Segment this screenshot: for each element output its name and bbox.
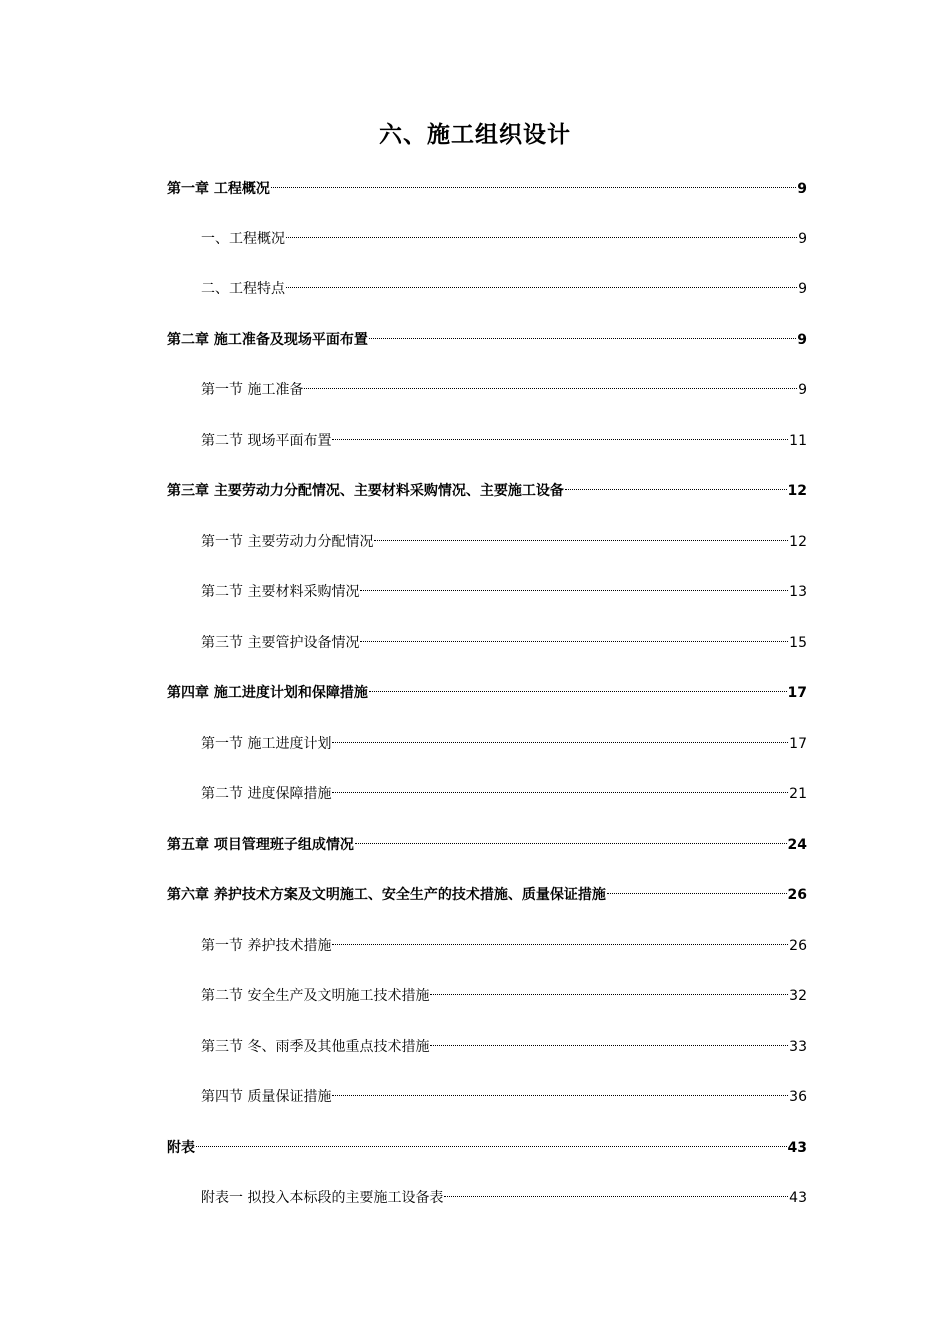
toc-entry-label: 附表 [167,1140,195,1156]
toc-dot-leader [444,1178,788,1202]
toc-entry-page: 9 [798,231,807,247]
toc-entry-label: 第四章 施工进度计划和保障措施 [167,685,368,701]
toc-entry-label: 第二节 现场平面布置 [201,433,332,449]
toc-entry-label: 第一节 养护技术措施 [201,938,332,954]
toc-entry[interactable] [167,169,807,197]
toc-entry[interactable] [201,774,807,802]
toc-entry-page: 21 [789,786,807,802]
toc-entry[interactable] [167,320,807,348]
toc-entry-page: 43 [789,1190,807,1206]
toc-entry-page: 12 [787,483,807,499]
toc-entry-label: 第二节 安全生产及文明施工技术措施 [201,988,430,1004]
toc-entry[interactable] [201,421,807,449]
toc-entry[interactable] [201,370,807,398]
toc-dot-leader [332,1077,788,1101]
toc-entry-label: 二、工程特点 [201,281,285,297]
toc-entry-label: 第二节 主要材料采购情况 [201,584,360,600]
toc-entry-page: 26 [787,887,807,903]
toc-entry-label: 第四节 质量保证措施 [201,1089,332,1105]
toc-entry-label: 第一节 施工准备 [201,382,304,398]
toc-entry-label: 第三节 主要管护设备情况 [201,635,360,651]
toc-entry-label: 附表一 拟投入本标段的主要施工设备表 [201,1190,444,1206]
toc-dot-leader [360,623,788,647]
toc-entry[interactable] [201,219,807,247]
toc-entry-label: 第三章 主要劳动力分配情况、主要材料采购情况、主要施工设备 [167,483,564,499]
toc-entry-page: 32 [789,988,807,1004]
toc-entry[interactable] [201,1027,807,1055]
toc-entry-label: 第三节 冬、雨季及其他重点技术措施 [201,1039,430,1055]
toc-dot-leader [332,774,788,798]
toc-entry-page: 26 [789,938,807,954]
toc-dot-leader [355,825,787,849]
toc-entry[interactable] [201,522,807,550]
toc-dot-leader [607,875,787,899]
toc-dot-leader [430,1027,788,1051]
toc-entry-page: 11 [789,433,807,449]
toc-dot-leader [332,926,788,950]
toc-entry-page: 9 [797,332,807,348]
toc-entry-label: 第一章 工程概况 [167,181,270,197]
toc-entry-page: 43 [787,1140,807,1156]
toc-entry-page: 9 [798,382,807,398]
toc-dot-leader [304,370,797,394]
toc-dot-leader [286,269,797,293]
toc-entry-label: 一、工程概况 [201,231,285,247]
toc-dot-leader [332,724,788,748]
toc-entry-label: 第一节 主要劳动力分配情况 [201,534,374,550]
toc-entry-label: 第五章 项目管理班子组成情况 [167,837,354,853]
toc-dot-leader [196,1128,787,1152]
toc-entry[interactable] [167,1128,807,1156]
toc-entry[interactable] [201,976,807,1004]
toc-dot-leader [369,320,796,344]
toc-entry-label: 第六章 养护技术方案及文明施工、安全生产的技术措施、质量保证措施 [167,887,606,903]
toc-entry[interactable] [201,1178,807,1206]
toc-dot-leader [369,673,787,697]
toc-entry[interactable] [201,926,807,954]
toc-entry-page: 15 [789,635,807,651]
toc-dot-leader [374,522,788,546]
toc-dot-leader [360,572,788,596]
toc-entry-page: 12 [789,534,807,550]
toc-entry[interactable] [167,471,807,499]
toc-entry-label: 第二章 施工准备及现场平面布置 [167,332,368,348]
toc-entry[interactable] [201,269,807,297]
toc-entry[interactable] [201,724,807,752]
toc-entry[interactable] [167,875,807,903]
toc-entry-page: 24 [787,837,807,853]
toc-dot-leader [286,219,797,243]
toc-entry[interactable] [167,825,807,853]
toc-dot-leader [565,471,787,495]
toc-entry-page: 13 [789,584,807,600]
toc-entry[interactable] [201,623,807,651]
toc-entry-page: 36 [789,1089,807,1105]
toc-entry-page: 9 [798,281,807,297]
toc-dot-leader [271,169,796,193]
toc-entry[interactable] [167,673,807,701]
toc-entry-label: 第二节 进度保障措施 [201,786,332,802]
toc-entry-page: 33 [789,1039,807,1055]
toc-dot-leader [430,976,788,1000]
toc-entry[interactable] [201,572,807,600]
document-title: 六、施工组织设计 [379,122,571,148]
toc-entry[interactable] [201,1077,807,1105]
toc-entry-page: 17 [787,685,807,701]
toc-entry-page: 17 [789,736,807,752]
toc-entry-label: 第一节 施工进度计划 [201,736,332,752]
toc-entry-page: 9 [797,181,807,197]
toc-dot-leader [332,421,788,445]
